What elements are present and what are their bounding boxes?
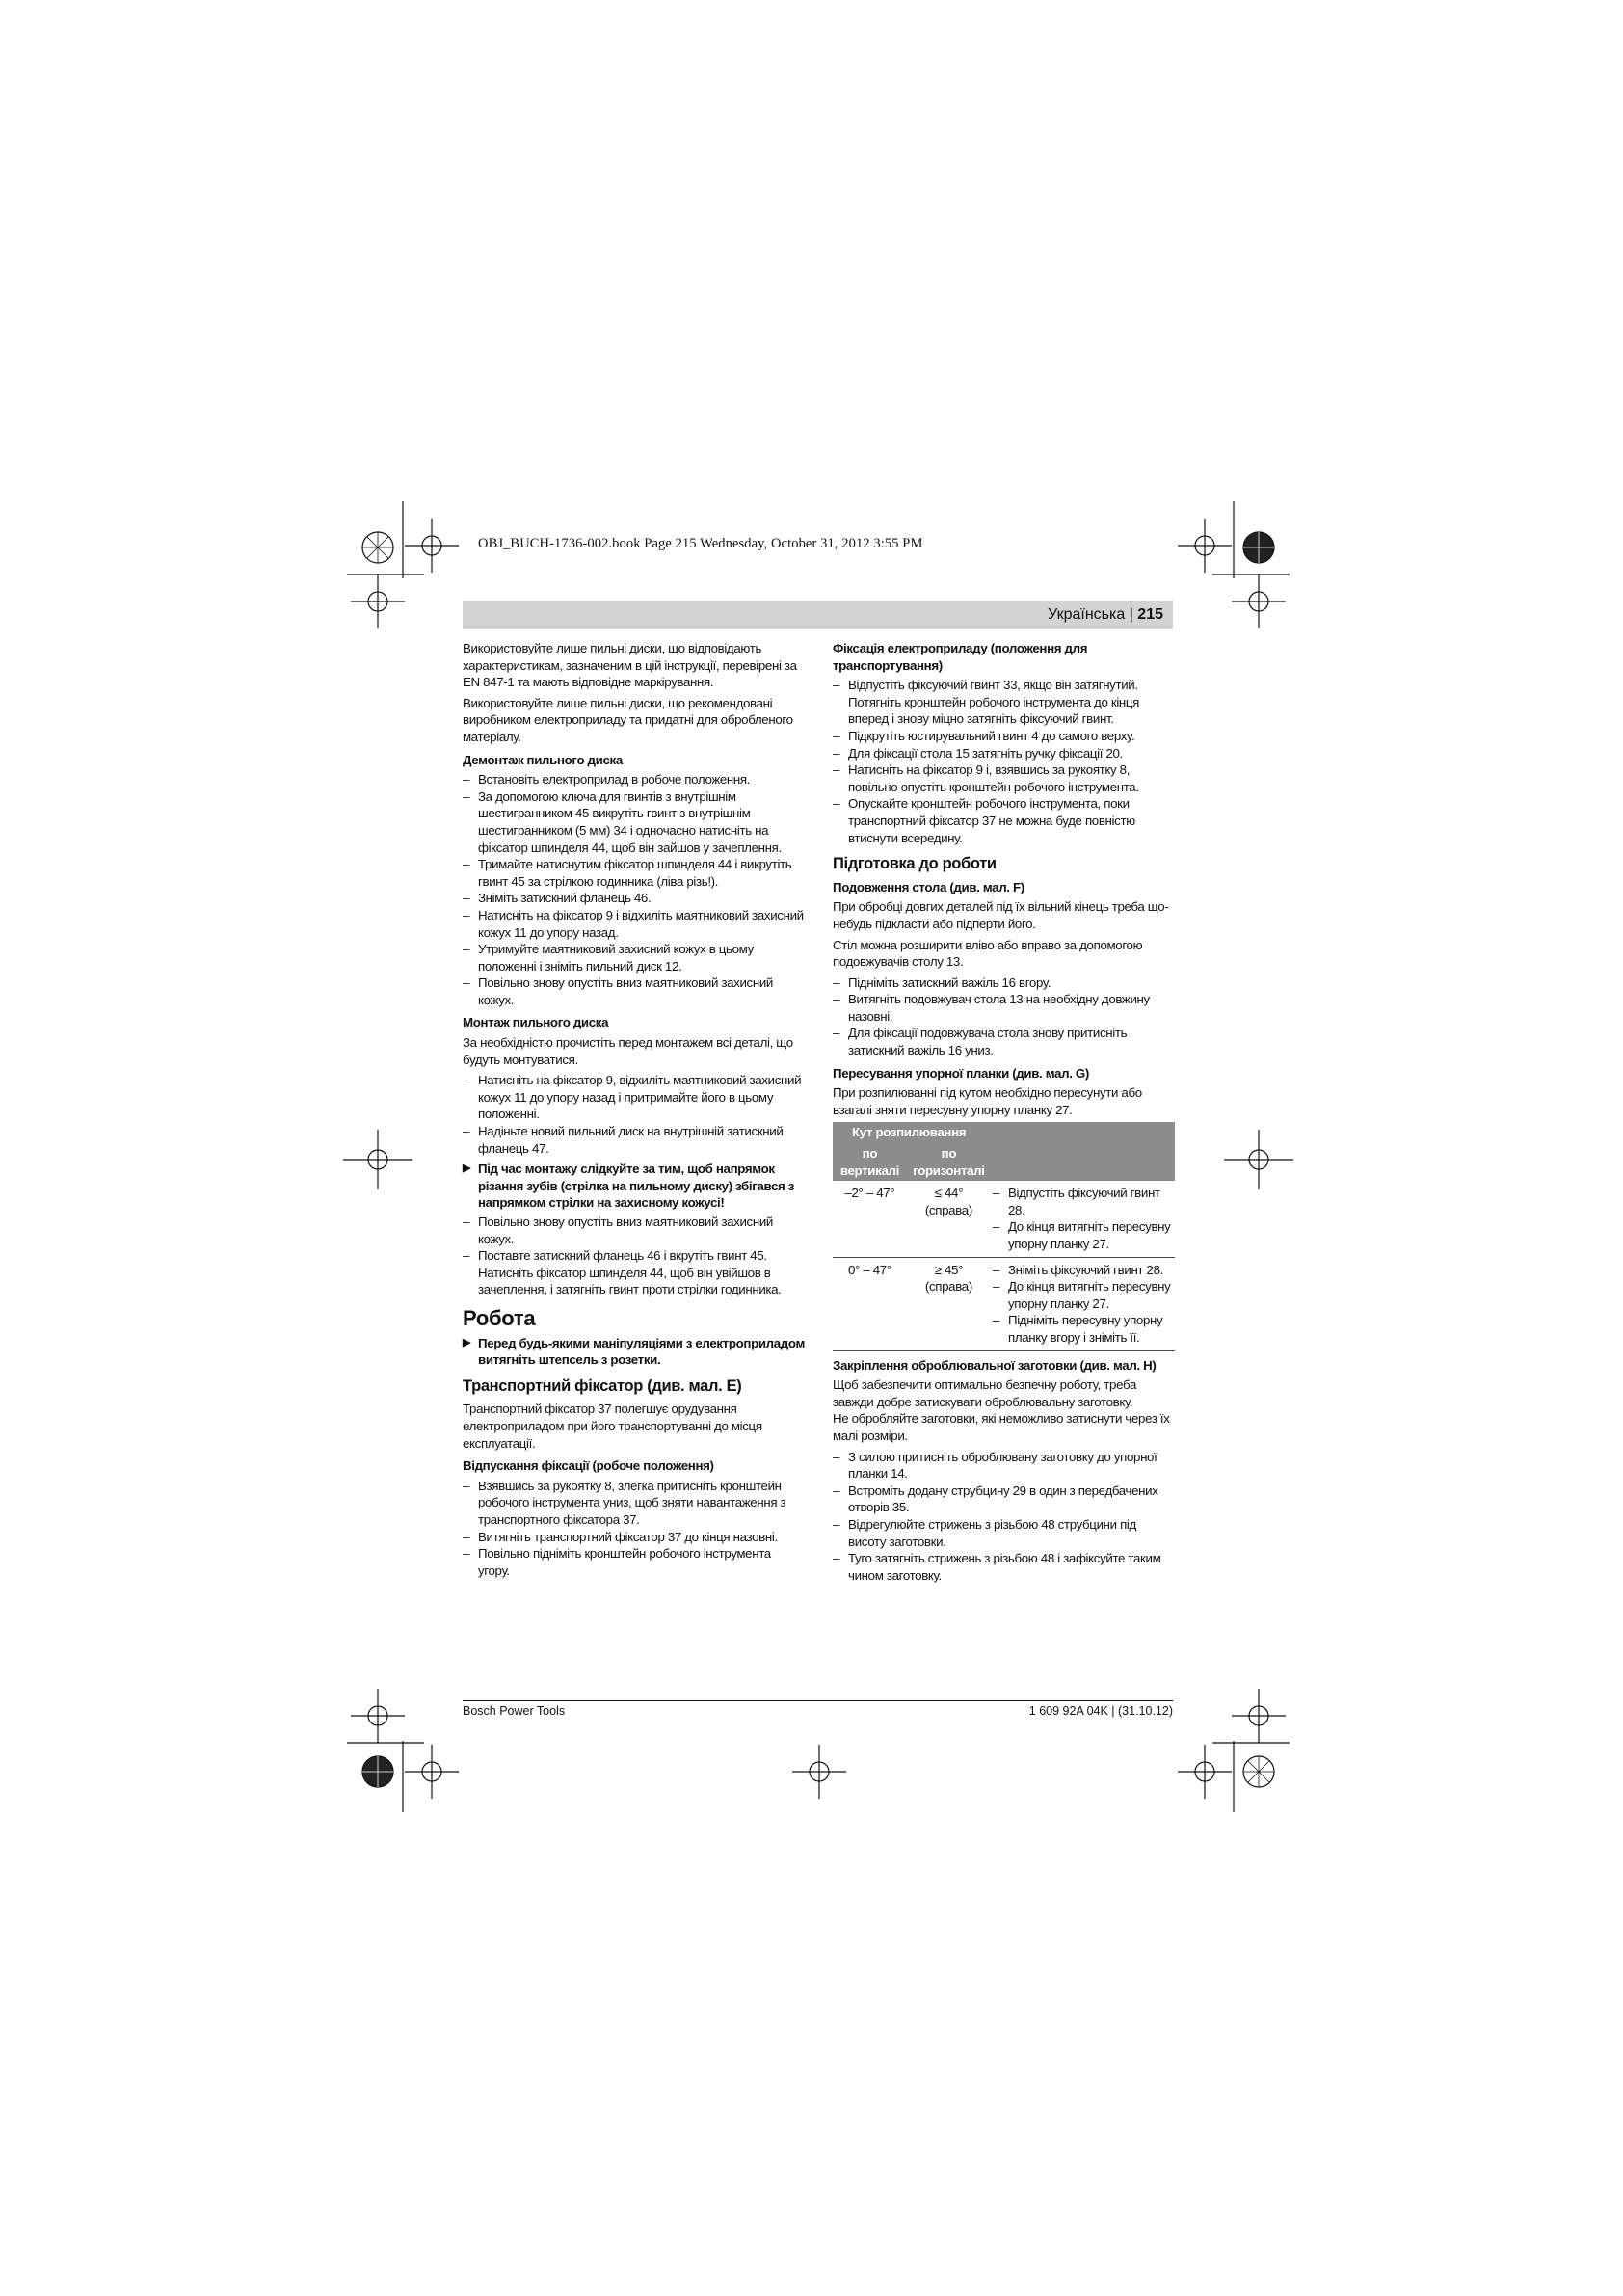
list-item: – Відпустіть фіксуючий гвинт 33, якщо він затягнутий. Потягніть кронштейн робочого інструмента до кінця вперед і знову міцно затягніть фіксуючий гвинт. <box>833 677 1175 728</box>
table-steps <box>993 1262 1173 1347</box>
table-header-empty <box>991 1122 1175 1181</box>
warning-text: Під час монтажу слідкуйте за тим, щоб напрямок різання зубів (стрілка на пильному диску) збігався з напрямком стрілки на захисному кожусі! <box>478 1161 795 1211</box>
table-cell <box>907 1181 991 1257</box>
list-item: – Натисніть на фіксатор 9, відхиліть маятниковий захисний кожух 11 до упору назад і притримайте його в цьому положенні. <box>463 1072 805 1123</box>
list-item: – Взявшись за рукоятку 8, злегка притисніть кронштейн робочого інструмента униз, щоб зняти навантаження з транспортного фіксатора 37. <box>463 1478 805 1529</box>
paragraph: За необхідністю прочистіть перед монтажем всі деталі, що будуть монтуватися. <box>463 1035 793 1067</box>
list-item: – Для фіксації стола 15 затягніть ручку фіксації 20. <box>833 745 1175 762</box>
list-item: – Поставте затискний фланець 46 і вкрутіть гвинт 45. Натисніть фіксатор шпинделя 44, щоб він увійшов в зачеплення, і затягніть гвинт проти стрілки годинника. <box>463 1247 805 1298</box>
list-item: – Підніміть пересувну упорну планку вгору і зніміть її. <box>993 1312 1173 1346</box>
warning-text: Перед будь-якими маніпуляціями з електроприладом витягніть штепсель з розетки. <box>478 1335 805 1368</box>
list-item: – До кінця витягніть пересувну упорну планку 27. <box>993 1218 1173 1252</box>
release-steps <box>463 1478 805 1580</box>
list-item: – Для фіксації подовжувача стола знову притисніть затискний важіль 16 униз. <box>833 1025 1175 1058</box>
page-header <box>463 601 1173 629</box>
table-cell: –2° – 47° <box>833 1181 907 1257</box>
list-item: – Тримайте натиснутим фіксатор шпинделя 44 і викрутіть гвинт 45 за стрілкою годинника (ліва різь!). <box>463 856 805 890</box>
header-separator: | <box>1125 606 1138 623</box>
arrow-bullet-icon: ▶ <box>463 1162 471 1175</box>
removal-steps <box>463 771 805 1008</box>
table-cell <box>991 1181 1175 1257</box>
paragraph: Транспортний фіксатор 37 полегшує орудування електроприладом при його транспортуванні до місця експлуатації. <box>463 1402 762 1451</box>
mounting-steps <box>463 1072 805 1157</box>
list-item: – Встановіть електроприлад в робоче положення. <box>463 771 805 788</box>
print-slug: OBJ_BUCH-1736-002.book Page 215 Wednesday, October 31, 2012 3:55 PM <box>478 536 923 551</box>
list-item: – Підкрутіть юстирувальний гвинт 4 до самого верху. <box>833 728 1175 745</box>
table-cell: 0° – 47° <box>833 1257 907 1350</box>
mounting-steps-continued <box>463 1214 805 1298</box>
section-heading: Подовження стола (див. мал. F) <box>833 879 1024 894</box>
table-cell <box>991 1257 1175 1350</box>
mitre-angle-table <box>833 1122 1175 1350</box>
table-row <box>833 1181 1175 1257</box>
header-language: Українська <box>1048 606 1126 623</box>
list-item: – Витягніть подовжувач стола 13 на необхідну довжину назовні. <box>833 991 1175 1025</box>
warning-note <box>463 1161 805 1212</box>
footer-rule <box>463 1700 1173 1701</box>
table-caption: Кут розпилювання <box>833 1122 991 1143</box>
left-column <box>463 640 805 1583</box>
section-heading: Закріплення оброблювальної заготовки (див. мал. H) <box>833 1357 1157 1373</box>
header-label <box>1048 606 1163 624</box>
column-header: по вертикалі <box>833 1143 907 1181</box>
list-item: – Відрегулюйте стрижень з різьбою 48 струбцини під висоту заготовки. <box>833 1516 1175 1550</box>
list-item: – За допомогою ключа для гвинтів з внутрішнім шестигранником 45 викрутіть гвинт з внутрішнім шестигранником (5 мм) 34 і одночасно натисніть на фіксатор шпинделя 44, щоб він зайшов у зачеплення. <box>463 788 805 856</box>
paragraph: Використовуйте лише пильні диски, що відповідають характеристикам, зазначеним в цій інструкції, перевірені за EN 847-1 та мають відповідне маркірування. <box>463 641 797 690</box>
chapter-heading: Робота <box>463 1305 536 1330</box>
list-item: – Витягніть транспортний фіксатор 37 до кінця назовні. <box>463 1529 805 1546</box>
paragraph: Не обробляйте заготовки, які неможливо затиснути через їх малі розміри. <box>833 1411 1170 1443</box>
list-item: – Повільно знову опустіть вниз маятниковий захисний кожух. <box>463 974 805 1008</box>
paragraph: Використовуйте лише пильні диски, що рекомендовані виробником електроприладу та придатні для обробленого матеріалу. <box>463 695 793 744</box>
list-item: – Натисніть на фіксатор 9 і відхиліть маятниковий захисний кожух 11 до упору назад. <box>463 907 805 941</box>
horizontal-note: (справа) <box>924 1279 972 1295</box>
list-item: – Встроміть додану струбцину 29 в один з передбачених отворів 35. <box>833 1482 1175 1516</box>
list-item: – Повільно знову опустіть вниз маятниковий захисний кожух. <box>463 1214 805 1247</box>
page-number: 215 <box>1137 606 1163 623</box>
extension-steps <box>833 974 1175 1059</box>
paragraph: При обробці довгих деталей під їх вільний кінець треба що-небудь підкласти або підперти його. <box>833 899 1169 931</box>
footer-doc-number: 1 609 92A 04K | (31.10.12) <box>1028 1704 1173 1718</box>
section-heading: Монтаж пильного диска <box>463 1015 609 1030</box>
list-item: – Зніміть фіксуючий гвинт 28. <box>993 1262 1173 1279</box>
right-column <box>833 640 1175 1588</box>
paragraph: При розпилюванні під кутом необхідно пересунути або взагалі зняти пересувну упорну планку 27. <box>833 1085 1142 1117</box>
list-item: – Опускайте кронштейн робочого інструмента, поки транспортний фіксатор 37 не можна буде повністю втиснути всередину. <box>833 795 1175 846</box>
list-item: – До кінця витягніть пересувну упорну планку 27. <box>993 1278 1173 1312</box>
list-item: – Натисніть на фіксатор 9 і, взявшись за рукоятку 8, повільно опустіть кронштейн робочого інструмента. <box>833 761 1175 795</box>
table-steps <box>993 1185 1173 1252</box>
list-item: – Утримуйте маятниковий захисний кожух в цьому положенні і зніміть пильний диск 12. <box>463 941 805 974</box>
horizontal-angle: ≤ 44° <box>934 1186 964 1201</box>
table-cell <box>907 1257 991 1350</box>
section-heading: Відпускання фіксації (робоче положення) <box>463 1458 714 1474</box>
list-item: – Туго затягніть стрижень з різьбою 48 і зафіксуйте таким чином заготовку. <box>833 1550 1175 1584</box>
clamping-steps <box>833 1449 1175 1585</box>
list-item: – Підніміть затискний важіль 16 вгору. <box>833 974 1175 992</box>
list-item: – Зніміть затискний фланець 46. <box>463 890 805 907</box>
column-header: по горизонталі <box>907 1143 991 1181</box>
list-item: – Повільно підніміть кронштейн робочого інструмента угору. <box>463 1545 805 1579</box>
subsection-heading: Транспортний фіксатор (див. мал. E) <box>463 1376 742 1395</box>
fixing-steps <box>833 677 1175 846</box>
horizontal-angle: ≥ 45° <box>934 1262 964 1277</box>
subsection-heading: Підготовка до роботи <box>833 855 997 873</box>
footer-brand: Bosch Power Tools <box>463 1704 566 1718</box>
warning-note <box>463 1335 805 1369</box>
table-row <box>833 1257 1175 1350</box>
horizontal-note: (справа) <box>924 1202 972 1217</box>
paragraph: Стіл можна розширити вліво або вправо за допомогою подовжувачів столу 13. <box>833 937 1143 970</box>
list-item: – З силою притисніть оброблювану заготовку до упорної планки 14. <box>833 1449 1175 1482</box>
arrow-bullet-icon: ▶ <box>463 1336 471 1348</box>
section-heading: Демонтаж пильного диска <box>463 752 623 767</box>
paragraph: Щоб забезпечити оптимально безпечну роботу, треба завжди добре затискувати оброблювальну заготовку. <box>833 1377 1136 1409</box>
list-item: – Відпустіть фіксуючий гвинт 28. <box>993 1185 1173 1218</box>
section-heading: Пересування упорної планки (див. мал. G) <box>833 1065 1089 1081</box>
section-heading: Фіксація електроприладу (положення для транспортування) <box>833 641 1088 673</box>
list-item: – Надіньте новий пильний диск на внутрішній затискний фланець 47. <box>463 1123 805 1157</box>
